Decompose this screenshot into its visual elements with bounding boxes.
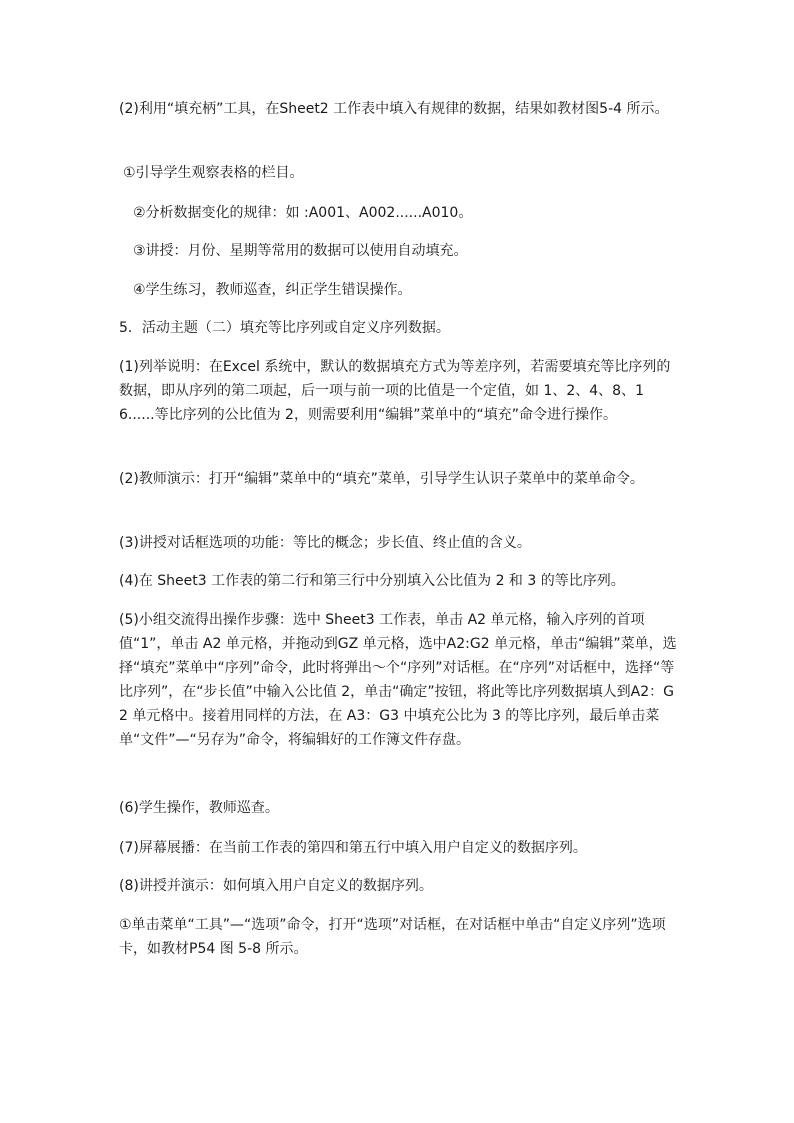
paragraph-substep-1: ①单击菜单“工具”—“选项”命令，打开“选项”对话框，在对话框中单击“自定义序列”选项卡，如教材P54 图 5-8 所示。 <box>119 917 666 957</box>
paragraph-item-6: (6)学生操作，教师巡查。 <box>119 800 279 816</box>
paragraph-item-4: (4)在 Sheet3 工作表的第二行和第三行中分别填入公比值为 2 和 3 的等比序列。 <box>119 573 625 589</box>
paragraph-step-1: ①引导学生观察表格的栏目。 <box>123 165 304 181</box>
paragraph-item-3: (3)讲授对话框选项的功能：等比的概念；步长值、终止值的含义。 <box>119 535 531 551</box>
paragraph-item-2: (2)教师演示：打开“编辑”菜单中的“填充”菜单，引导学生认识子菜单中的菜单命令。 <box>119 471 644 487</box>
paragraph-step-3: ③讲授：月份、星期等常用的数据可以使用自动填充。 <box>133 243 468 259</box>
paragraph-item-1: (1)列举说明：在Excel 系统中，默认的数据填充方式为等差序列，若需要填充等比序列的数据，即从序列的第二项起，后一项与前一项的比值是一个定值，如 1、2、4、8、16......等比序列的公比值为 2，则需要利用“编辑”菜单中的“填充”命令进行操作。 <box>119 359 671 423</box>
paragraph-step-4: ④学生练习，教师巡查，纠正学生错误操作。 <box>133 282 412 298</box>
paragraph-item-7: (7)屏幕展播：在当前工作表的第四和第五行中填入用户自定义的数据序列。 <box>119 840 587 856</box>
paragraph-item-5: (5)小组交流得出操作步骤：选中 Sheet3 工作表，单击 A2 单元格，输入序列的首项值“1”，单击 A2 单元格，并拖动到GZ 单元格，选中A2:G2 单元格，单击“编辑”菜单，选择“填充”菜单中“序列”命令，此时将弹出～个“序列”对话框。在“序列”对话框中，选择“等比序列”，在“步长值”中输入公比值 2，单击“确定”按钮，将此等比序列数据填人到A2：G2 单元格中。接着用同样的方法，在 A3：G3 中填充公比为 3 的等比序列，最后单击菜单“文件”—“另存为”命令，将编辑好的工作簿文件存盘。 <box>119 612 677 748</box>
paragraph-item-8: (8)讲授并演示：如何填入用户自定义的数据序列。 <box>119 878 433 894</box>
paragraph-step-2: ②分析数据变化的规律：如 :A001、A002......A010。 <box>133 205 473 221</box>
paragraph-activity-5: 5．活动主题（二）填充等比序列或自定义序列数据。 <box>119 320 450 336</box>
paragraph-fill-handle: (2)利用“填充柄”工具，在Sheet2 工作表中填入有规律的数据，结果如教材图5-4 所示。 <box>119 101 669 117</box>
